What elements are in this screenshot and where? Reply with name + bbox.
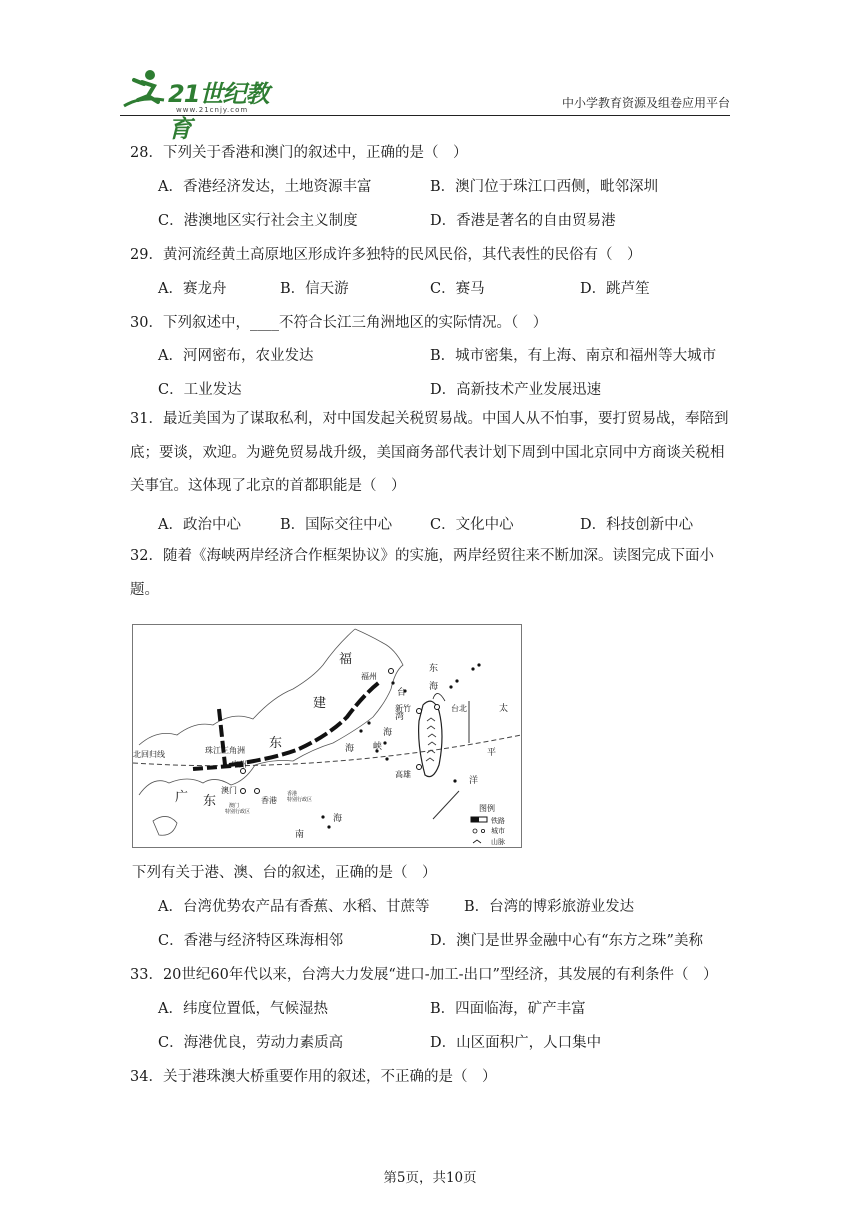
label-ping: 平 <box>487 748 497 758</box>
q30-option-d: D．高新技术产业发展迅速 <box>430 382 602 398</box>
railway-lines <box>193 681 381 769</box>
question-29: 29．黄河流经黄土高原地区形成许多独特的民风民俗，其代表性的民俗有（ ） <box>130 247 642 263</box>
q30-option-b: B．城市密集，有上海、南京和福州等大城市 <box>430 348 717 364</box>
page-number: 第5页，共10页 <box>383 1170 477 1186</box>
label-hai-sea: 海 <box>429 682 439 692</box>
q33-option-b: B．四面临海，矿产丰富 <box>430 1001 586 1017</box>
label-tai: 台 <box>397 688 407 698</box>
island-outline <box>433 693 445 701</box>
q33-option-c: C．海港优良，劳动力素质高 <box>158 1035 344 1051</box>
mo-sar-2: 特别行政区 <box>225 809 251 815</box>
legend-rail: 铁路 <box>491 817 505 825</box>
q30-option-c: C．工业发达 <box>158 382 242 398</box>
label-hai2: 海 <box>345 744 355 754</box>
q32-option-d: D．澳门是世界金融中心有“东方之珠”美称 <box>430 933 703 949</box>
taiwan-island <box>419 701 442 776</box>
label-zhujiang: 珠江三角洲 <box>205 746 245 755</box>
q29-option-c: C．赛马 <box>430 281 485 297</box>
page-header <box>120 62 740 143</box>
question-32: 32．随着《海峡两岸经济合作框架协议》的实施，两岸经贸往来不断加深。读图完成下面小题。 <box>130 548 714 598</box>
legend-pointer <box>433 791 459 819</box>
city-gaoxiong: 高雄 <box>395 770 411 779</box>
city-aomen: 澳门 <box>221 786 237 795</box>
label-dong2: 东 <box>203 794 217 809</box>
city-taibei: 台北 <box>451 704 467 713</box>
question-30: 30．下列叙述中，____不符合长江三角洲地区的实际情况。（ ） <box>130 315 548 331</box>
platform-label: 中小学教育资源及组卷应用平台 <box>561 96 730 110</box>
label-tropic: 北回归线 <box>133 750 165 759</box>
city-xianggang: 香港 <box>261 796 277 805</box>
question-32-substem: 下列有关于港、澳、台的叙述，正确的是（ ） <box>132 865 437 881</box>
label-jian: 建 <box>313 696 327 711</box>
mainland-coastline <box>139 629 403 795</box>
taiwan-mountain-range <box>426 718 436 761</box>
q33-option-a: A．纬度位置低，气候湿热 <box>158 1001 328 1017</box>
label-hai: 海 <box>383 728 393 738</box>
label-hai3: 海 <box>333 814 343 824</box>
hk-sar-2: 特别行政区 <box>287 797 313 803</box>
map-legend <box>471 816 505 846</box>
brand-name: 21世纪教育 <box>168 80 269 143</box>
map-figure <box>132 624 522 848</box>
label-yang: 洋 <box>469 776 479 786</box>
runner-logo-icon <box>120 66 170 114</box>
hk-sar-1: 香港 <box>287 791 298 797</box>
city-guangzhou: 广州 <box>231 760 247 769</box>
q32-option-a: A．台湾优势农产品有香蕉、水稻、甘蔗等 <box>158 899 430 915</box>
label-nan: 南 <box>295 830 305 840</box>
mountain-legend-icon <box>473 840 481 843</box>
strait-map <box>133 625 521 847</box>
question-28: 28．下列关于香港和澳门的叙述中，正确的是（ ） <box>130 145 468 161</box>
mo-sar-1: 澳门 <box>229 803 240 809</box>
q29-option-d: D．跳芦笙 <box>580 281 650 297</box>
q30-option-a: A．河网密布，农业发达 <box>158 348 314 364</box>
q31-option-d: D．科技创新中心 <box>580 517 694 533</box>
question-31: 31．最近美国为了谋取私利，对中国发起关税贸易战。中国人从不怕事，要打贸易战，奉陪到底；要谈，欢迎。为避免贸易战升级，美国商务部代表计划下周到中国北京同中方商谈关税相关事宜。这体现了北京的首都职能是（ ） <box>130 411 729 494</box>
label-xia: 峡 <box>373 742 383 752</box>
q33-option-d: D．山区面积广，人口集中 <box>430 1035 602 1051</box>
logo <box>120 66 290 143</box>
q31-option-a: A．政治中心 <box>158 517 241 533</box>
q29-option-b: B．信天游 <box>280 281 349 297</box>
city-fuzhou: 福州 <box>361 672 377 681</box>
q28-option-b: B．澳门位于珠江口西侧，毗邻深圳 <box>430 179 659 195</box>
q32-option-b: B．台湾的博彩旅游业发达 <box>464 899 635 915</box>
label-dong-sea: 东 <box>429 664 439 674</box>
city-xinzhu: 新竹 <box>395 704 411 713</box>
label-fu: 福 <box>339 652 353 667</box>
q31-option-c: C．文化中心 <box>430 517 514 533</box>
label-wan: 湾 <box>395 712 405 722</box>
header-divider <box>120 115 730 116</box>
label-tai-ocean: 太 <box>499 704 509 714</box>
legend-mountain: 山脉 <box>491 838 505 846</box>
tropic-of-cancer-line <box>133 735 521 766</box>
legend-city: 城市 <box>491 827 505 835</box>
inland-boundary <box>139 629 355 745</box>
hainan-coast <box>153 816 177 835</box>
question-34: 34．关于港珠澳大桥重要作用的叙述，不正确的是（ ） <box>130 1069 497 1085</box>
question-33: 33．20世纪60年代以来，台湾大力发展“进口-加工-出口”型经济，其发展的有利条件（ ） <box>130 967 718 983</box>
q28-option-d: D．香港是著名的自由贸易港 <box>430 213 616 229</box>
brand-url: www.21cnjy.com <box>176 106 249 114</box>
q28-option-a: A．香港经济发达，土地资源丰富 <box>158 179 372 195</box>
q28-option-c: C．港澳地区实行社会主义制度 <box>158 213 358 229</box>
legend-title: 图例 <box>479 804 495 813</box>
q29-option-a: A．赛龙舟 <box>158 281 227 297</box>
q31-option-b: B．国际交往中心 <box>280 517 393 533</box>
label-guang: 广 <box>175 790 189 805</box>
label-dong: 东 <box>269 736 283 751</box>
q32-option-c: C．香港与经济特区珠海相邻 <box>158 933 344 949</box>
